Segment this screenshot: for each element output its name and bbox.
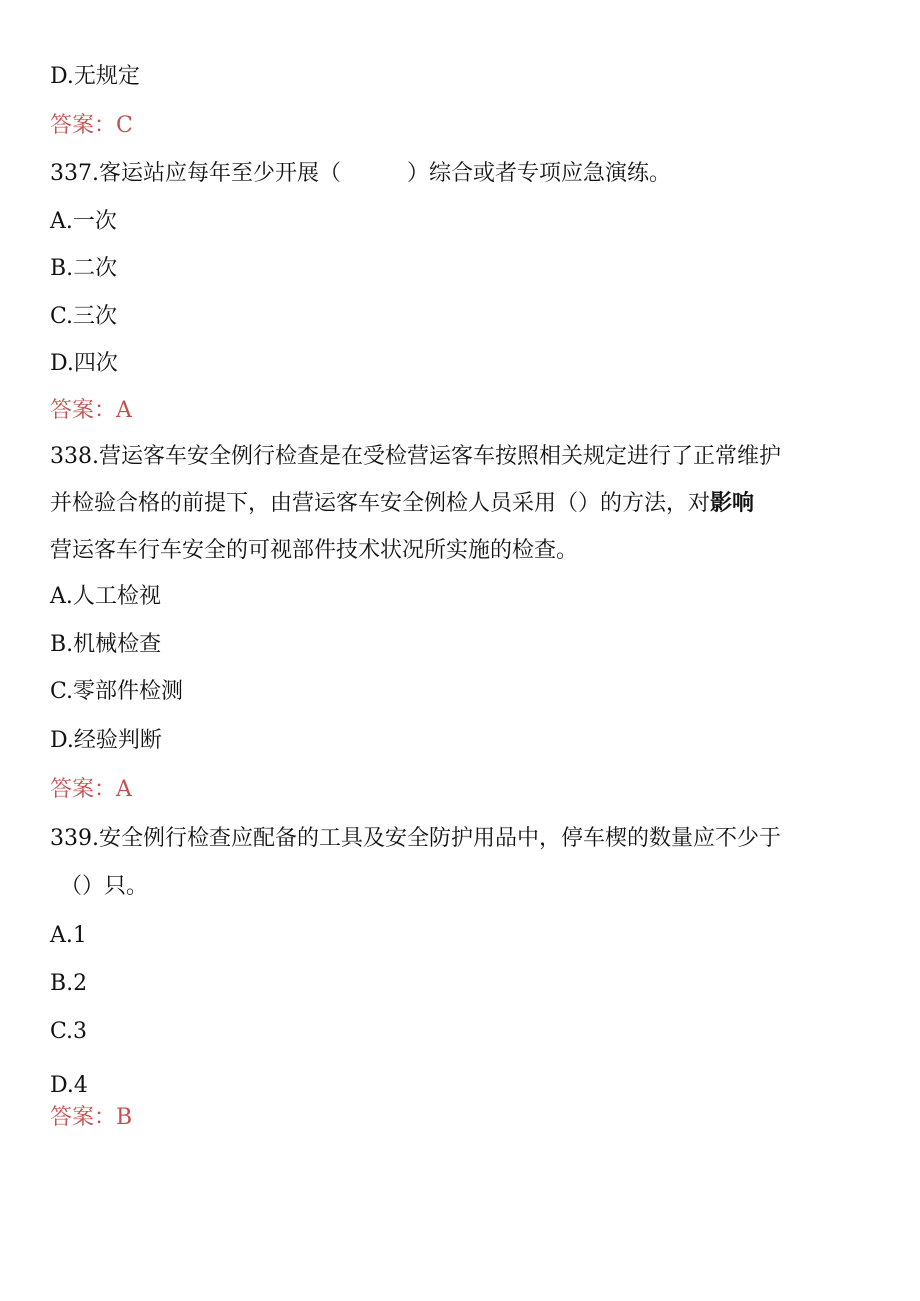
q338-option-a: A.人工检视 xyxy=(50,584,161,609)
q339-option-d: D.4 xyxy=(50,1073,88,1098)
q338-option-c: C.零部件检测 xyxy=(50,679,184,704)
answer-label: 答案： xyxy=(50,1105,117,1130)
q339-answer xyxy=(50,1104,132,1132)
q338-stem-bold-word: 影响 xyxy=(710,490,755,516)
q336-answer xyxy=(50,112,133,140)
q339-option-c: C.3 xyxy=(50,1019,88,1044)
q339-stem-line-1: 339.安全例行检查应配备的工具及安全防护用品中，停车楔的数量应不少于 xyxy=(50,826,781,851)
q337-option-c: C.三次 xyxy=(50,304,118,329)
q339-stem-line-2: （）只。 xyxy=(60,874,149,899)
q337-answer xyxy=(50,397,132,425)
q337-option-d: D.四次 xyxy=(50,351,118,376)
answer-value: C xyxy=(116,113,133,138)
q337-stem: 337.客运站应每年至少开展（ ）综合或者专项应急演练。 xyxy=(50,161,671,186)
q338-stem-line-2 xyxy=(50,489,754,518)
q337-option-a: A.一次 xyxy=(50,209,117,234)
q338-option-d: D.经验判断 xyxy=(50,728,162,753)
answer-value: B xyxy=(116,1105,133,1130)
q338-option-b: B.机械检查 xyxy=(50,632,162,657)
answer-value: A xyxy=(116,777,132,802)
q336-option-d: D.无规定 xyxy=(50,64,140,89)
q339-option-a: A.1 xyxy=(50,923,87,948)
q338-stem-line-2-text: 并检验合格的前提下，由营运客车安全例检人员采用（）的方法，对 xyxy=(50,491,711,516)
answer-label: 答案： xyxy=(50,113,117,138)
answer-value: A xyxy=(116,398,132,423)
answer-label: 答案： xyxy=(50,398,117,423)
q338-stem-line-3: 营运客车行车安全的可视部件技术状况所实施的检查。 xyxy=(50,538,579,563)
q338-answer xyxy=(50,776,132,804)
answer-label: 答案： xyxy=(50,777,117,802)
q339-option-b: B.2 xyxy=(50,971,88,996)
q338-stem-line-1: 338.营运客车安全例行检查是在受检营运客车按照相关规定进行了正常维护 xyxy=(50,444,781,469)
q337-option-b: B.二次 xyxy=(50,256,118,281)
